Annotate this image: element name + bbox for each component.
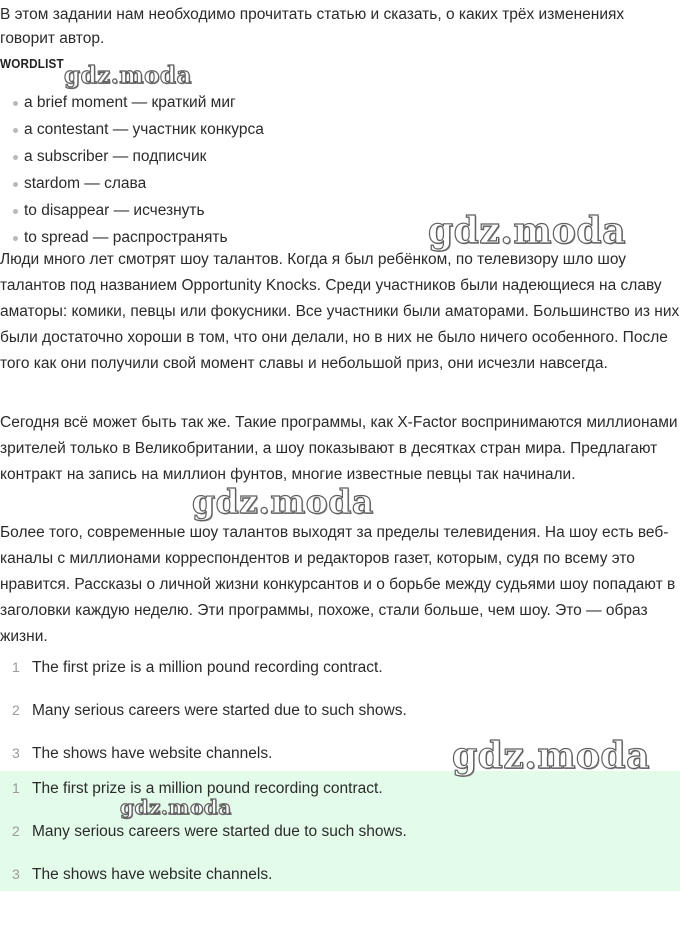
bullet-icon (13, 182, 18, 187)
highlighted-answer-list (0, 767, 680, 896)
watermark: gdz.moda (64, 62, 192, 89)
answer-item (0, 689, 680, 732)
watermark: gdz.moda (452, 735, 650, 777)
answer-number: 1 (12, 780, 20, 796)
wordlist-item: to disappear — исчезнуть (0, 197, 264, 224)
answer-number: 3 (12, 745, 20, 761)
answer-text: The shows have website channels. (32, 866, 273, 883)
answer-text: Many serious careers were started due to such shows. (32, 702, 407, 719)
paragraph-2: Сегодня всё может быть так же. Такие программы, как X-Factor воспринимаются миллионами зрителей только в Великобритании, а шоу показывают в десятках стран мира. Предлагают контракт на запись на миллион фунтов, многие известные певцы так начинали. (0, 414, 678, 483)
answer-item (0, 853, 680, 896)
answer-number: 3 (12, 866, 20, 882)
answer-item (0, 767, 680, 810)
answer-number: 1 (12, 659, 20, 675)
answer-list (0, 646, 680, 775)
bullet-icon (13, 101, 18, 106)
answer-text: The shows have website channels. (32, 745, 273, 762)
answer-number: 2 (12, 823, 20, 839)
bullet-icon (13, 209, 18, 214)
wordlist-item: a brief moment — краткий миг (0, 89, 264, 116)
intro-text: В этом задании нам необходимо прочитать статью и сказать, о каких трёх изменениях говорит автор. (0, 6, 625, 47)
answer-text: The first prize is a million pound recording contract. (32, 780, 383, 797)
wordlist-item: a subscriber — подписчик (0, 143, 264, 170)
paragraph-3: Более того, современные шоу талантов выходят за пределы телевидения. На шоу есть веб-каналы с миллионами корреспондентов и редакторов газет, которым, судя по всему это нравится. Рассказы о личной жизни конкурсантов и о борьбе между судьями шоу попадают в заголовки каждую неделю. Эти программы, похоже, стали больше, чем шоу. Это — образ жизни. (0, 524, 676, 645)
watermark: gdz.moda (120, 795, 232, 819)
answer-text: The first prize is a million pound recording contract. (32, 659, 383, 676)
wordlist-item: stardom — слава (0, 170, 264, 197)
bullet-icon (13, 155, 18, 160)
wordlist-item: a contestant — участник конкурса (0, 116, 264, 143)
answer-item (0, 810, 680, 853)
paragraph-1: Люди много лет смотрят шоу талантов. Когда я был ребёнком, по телевизору шло шоу талантов под названием Opportunity Knocks. Среди участников были надеющиеся на славу аматоры: комики, певцы или фокусники. Все участники были аматорами. Большинство из них были достаточно хороши в том, что они делали, но в них не было ничего особенного. После того как они получили свой момент славы и небольшой приз, они исчезли навсегда. (0, 251, 680, 372)
bullet-icon (13, 128, 18, 133)
watermark: gdz.moda (428, 210, 626, 252)
answer-number: 2 (12, 702, 20, 718)
answer-item (0, 646, 680, 689)
wordlist-item: to spread — распространять (0, 224, 264, 251)
bullet-icon (13, 236, 18, 241)
wordlist-heading: WORDLIST (0, 56, 64, 71)
watermark: gdz.moda (192, 482, 374, 521)
wordlist (0, 89, 264, 251)
answer-text: Many serious careers were started due to such shows. (32, 823, 407, 840)
